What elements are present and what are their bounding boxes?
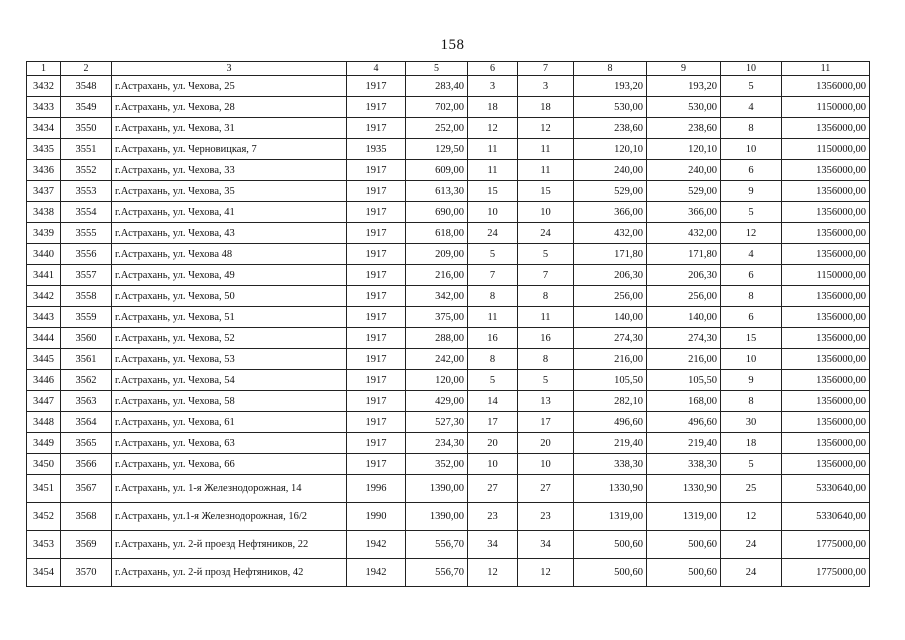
object-number-cell: 3556 [61,244,112,265]
count-cell: 10 [721,349,782,370]
year-cell: 1996 [347,475,406,503]
count-cell: 6 [721,160,782,181]
year-cell: 1942 [347,531,406,559]
area-cell: 216,00 [647,349,721,370]
count-cell: 8 [518,349,574,370]
count-cell: 4 [721,97,782,118]
area-cell: 274,30 [574,328,647,349]
year-cell: 1935 [347,139,406,160]
year-cell: 1917 [347,391,406,412]
count-cell: 25 [721,475,782,503]
year-cell: 1917 [347,328,406,349]
area-cell: 1330,90 [574,475,647,503]
count-cell: 12 [468,559,518,587]
area-cell: 219,40 [574,433,647,454]
area-cell: 140,00 [647,307,721,328]
count-cell: 18 [468,97,518,118]
area-cell: 352,00 [406,454,468,475]
area-cell: 530,00 [574,97,647,118]
amount-cell: 1356000,00 [782,202,870,223]
row-number-cell: 3435 [27,139,61,160]
count-cell: 34 [518,531,574,559]
year-cell: 1917 [347,412,406,433]
area-cell: 288,00 [406,328,468,349]
address-cell: г.Астрахань, ул. 1-я Железнодорожная, 14 [112,475,347,503]
area-cell: 216,00 [406,265,468,286]
table-row [27,118,870,139]
area-cell: 206,30 [574,265,647,286]
year-cell: 1917 [347,286,406,307]
object-number-cell: 3566 [61,454,112,475]
column-header: 6 [468,62,518,76]
count-cell: 17 [518,412,574,433]
area-cell: 105,50 [574,370,647,391]
table-row [27,531,870,559]
amount-cell: 1150000,00 [782,97,870,118]
column-header: 3 [112,62,347,76]
area-cell: 206,30 [647,265,721,286]
amount-cell: 1356000,00 [782,433,870,454]
table-row [27,160,870,181]
area-cell: 500,60 [647,531,721,559]
area-cell: 216,00 [574,349,647,370]
count-cell: 11 [468,139,518,160]
address-cell: г.Астрахань, ул. Чехова, 31 [112,118,347,139]
count-cell: 14 [468,391,518,412]
row-number-cell: 3438 [27,202,61,223]
amount-cell: 1150000,00 [782,265,870,286]
object-number-cell: 3553 [61,181,112,202]
count-cell: 9 [721,370,782,391]
area-cell: 193,20 [574,76,647,97]
count-cell: 23 [518,503,574,531]
count-cell: 4 [721,244,782,265]
area-cell: 500,60 [574,559,647,587]
column-header: 7 [518,62,574,76]
area-cell: 530,00 [647,97,721,118]
object-number-cell: 3558 [61,286,112,307]
area-cell: 556,70 [406,531,468,559]
count-cell: 8 [468,349,518,370]
object-number-cell: 3559 [61,307,112,328]
object-number-cell: 3568 [61,503,112,531]
year-cell: 1917 [347,97,406,118]
area-cell: 1330,90 [647,475,721,503]
row-number-cell: 3445 [27,349,61,370]
count-cell: 24 [721,559,782,587]
amount-cell: 1356000,00 [782,223,870,244]
count-cell: 30 [721,412,782,433]
object-number-cell: 3565 [61,433,112,454]
count-cell: 5 [468,370,518,391]
object-number-cell: 3555 [61,223,112,244]
area-cell: 283,40 [406,76,468,97]
count-cell: 6 [721,265,782,286]
year-cell: 1917 [347,160,406,181]
object-number-cell: 3551 [61,139,112,160]
area-cell: 171,80 [647,244,721,265]
count-cell: 12 [721,223,782,244]
count-cell: 11 [468,307,518,328]
amount-cell: 5330640,00 [782,503,870,531]
year-cell: 1917 [347,370,406,391]
area-cell: 282,10 [574,391,647,412]
year-cell: 1917 [347,76,406,97]
area-cell: 129,50 [406,139,468,160]
count-cell: 12 [518,118,574,139]
address-cell: г.Астрахань, ул. Чехова, 41 [112,202,347,223]
address-cell: г.Астрахань, ул. Чехова, 43 [112,223,347,244]
row-number-cell: 3449 [27,433,61,454]
count-cell: 10 [468,202,518,223]
amount-cell: 1150000,00 [782,139,870,160]
address-cell: г.Астрахань, ул. 2-й прозд Нефтяников, 42 [112,559,347,587]
count-cell: 18 [518,97,574,118]
count-cell: 15 [468,181,518,202]
table-row [27,370,870,391]
area-cell: 690,00 [406,202,468,223]
address-cell: г.Астрахань, ул. Черновицкая, 7 [112,139,347,160]
object-number-cell: 3548 [61,76,112,97]
table-row [27,412,870,433]
area-cell: 432,00 [647,223,721,244]
row-number-cell: 3441 [27,265,61,286]
year-cell: 1917 [347,433,406,454]
area-cell: 556,70 [406,559,468,587]
count-cell: 8 [721,118,782,139]
area-cell: 342,00 [406,286,468,307]
address-cell: г.Астрахань, ул. Чехова, 51 [112,307,347,328]
address-cell: г.Астрахань, ул. Чехова, 61 [112,412,347,433]
amount-cell: 1356000,00 [782,370,870,391]
count-cell: 8 [468,286,518,307]
count-cell: 8 [721,391,782,412]
amount-cell: 1775000,00 [782,559,870,587]
object-number-cell: 3557 [61,265,112,286]
count-cell: 10 [518,454,574,475]
row-number-cell: 3442 [27,286,61,307]
column-header: 11 [782,62,870,76]
count-cell: 9 [721,181,782,202]
area-cell: 529,00 [574,181,647,202]
object-number-cell: 3560 [61,328,112,349]
amount-cell: 1356000,00 [782,76,870,97]
object-number-cell: 3562 [61,370,112,391]
address-cell: г.Астрахань, ул. Чехова, 33 [112,160,347,181]
area-cell: 429,00 [406,391,468,412]
column-header: 4 [347,62,406,76]
count-cell: 10 [518,202,574,223]
table-row [27,503,870,531]
area-cell: 120,00 [406,370,468,391]
count-cell: 24 [518,223,574,244]
year-cell: 1917 [347,181,406,202]
address-cell: г.Астрахань, ул. Чехова, 35 [112,181,347,202]
count-cell: 24 [721,531,782,559]
row-number-cell: 3448 [27,412,61,433]
table-row [27,244,870,265]
area-cell: 1319,00 [647,503,721,531]
year-cell: 1917 [347,202,406,223]
count-cell: 27 [518,475,574,503]
area-cell: 338,30 [574,454,647,475]
area-cell: 209,00 [406,244,468,265]
address-cell: г.Астрахань, ул. 2-й проезд Нефтяников, 22 [112,531,347,559]
area-cell: 120,10 [647,139,721,160]
year-cell: 1917 [347,244,406,265]
row-number-cell: 3454 [27,559,61,587]
object-number-cell: 3550 [61,118,112,139]
count-cell: 3 [518,76,574,97]
object-number-cell: 3549 [61,97,112,118]
count-cell: 34 [468,531,518,559]
area-cell: 609,00 [406,160,468,181]
count-cell: 8 [518,286,574,307]
count-cell: 16 [518,328,574,349]
row-number-cell: 3437 [27,181,61,202]
area-cell: 496,60 [647,412,721,433]
table-row [27,328,870,349]
area-cell: 1319,00 [574,503,647,531]
address-cell: г.Астрахань, ул. Чехова, 49 [112,265,347,286]
row-number-cell: 3447 [27,391,61,412]
row-number-cell: 3440 [27,244,61,265]
count-cell: 12 [721,503,782,531]
count-cell: 12 [468,118,518,139]
address-cell: г.Астрахань, ул. Чехова, 50 [112,286,347,307]
amount-cell: 1356000,00 [782,286,870,307]
year-cell: 1917 [347,454,406,475]
address-cell: г.Астрахань, ул. Чехова, 66 [112,454,347,475]
area-cell: 432,00 [574,223,647,244]
area-cell: 338,30 [647,454,721,475]
count-cell: 17 [468,412,518,433]
column-header-row [27,62,870,76]
amount-cell: 1356000,00 [782,391,870,412]
area-cell: 219,40 [647,433,721,454]
table-row [27,202,870,223]
amount-cell: 1356000,00 [782,307,870,328]
column-header: 8 [574,62,647,76]
amount-cell: 1356000,00 [782,181,870,202]
year-cell: 1917 [347,349,406,370]
area-cell: 234,30 [406,433,468,454]
area-cell: 240,00 [574,160,647,181]
row-number-cell: 3436 [27,160,61,181]
year-cell: 1942 [347,559,406,587]
area-cell: 496,60 [574,412,647,433]
row-number-cell: 3452 [27,503,61,531]
table-row [27,475,870,503]
year-cell: 1917 [347,307,406,328]
count-cell: 7 [518,265,574,286]
count-cell: 5 [468,244,518,265]
row-number-cell: 3451 [27,475,61,503]
amount-cell: 1356000,00 [782,349,870,370]
address-cell: г.Астрахань, ул. Чехова, 28 [112,97,347,118]
housing-registry-table [26,61,870,587]
area-cell: 171,80 [574,244,647,265]
row-number-cell: 3439 [27,223,61,244]
row-number-cell: 3443 [27,307,61,328]
object-number-cell: 3569 [61,531,112,559]
object-number-cell: 3564 [61,412,112,433]
area-cell: 140,00 [574,307,647,328]
area-cell: 618,00 [406,223,468,244]
row-number-cell: 3434 [27,118,61,139]
amount-cell: 5330640,00 [782,475,870,503]
table-row [27,433,870,454]
table-row [27,97,870,118]
count-cell: 10 [468,454,518,475]
area-cell: 256,00 [574,286,647,307]
area-cell: 120,10 [574,139,647,160]
area-cell: 529,00 [647,181,721,202]
table-row [27,349,870,370]
amount-cell: 1356000,00 [782,454,870,475]
count-cell: 18 [721,433,782,454]
column-header: 2 [61,62,112,76]
amount-cell: 1356000,00 [782,328,870,349]
count-cell: 5 [721,76,782,97]
area-cell: 274,30 [647,328,721,349]
address-cell: г.Астрахань, ул. Чехова, 52 [112,328,347,349]
area-cell: 375,00 [406,307,468,328]
row-number-cell: 3444 [27,328,61,349]
count-cell: 5 [518,244,574,265]
row-number-cell: 3432 [27,76,61,97]
area-cell: 168,00 [647,391,721,412]
area-cell: 193,20 [647,76,721,97]
count-cell: 12 [518,559,574,587]
row-number-cell: 3446 [27,370,61,391]
count-cell: 15 [518,181,574,202]
count-cell: 5 [721,454,782,475]
object-number-cell: 3567 [61,475,112,503]
amount-cell: 1775000,00 [782,531,870,559]
address-cell: г.Астрахань, ул.1-я Железнодорожная, 16/2 [112,503,347,531]
object-number-cell: 3561 [61,349,112,370]
table-row [27,139,870,160]
amount-cell: 1356000,00 [782,412,870,433]
object-number-cell: 3554 [61,202,112,223]
area-cell: 1390,00 [406,475,468,503]
amount-cell: 1356000,00 [782,244,870,265]
table-row [27,454,870,475]
count-cell: 16 [468,328,518,349]
count-cell: 8 [721,286,782,307]
area-cell: 527,30 [406,412,468,433]
table-row [27,307,870,328]
address-cell: г.Астрахань, ул. Чехова, 63 [112,433,347,454]
count-cell: 15 [721,328,782,349]
table-row [27,265,870,286]
count-cell: 10 [721,139,782,160]
table-row [27,76,870,97]
count-cell: 5 [721,202,782,223]
table-body [27,76,870,587]
address-cell: г.Астрахань, ул. Чехова, 25 [112,76,347,97]
object-number-cell: 3563 [61,391,112,412]
count-cell: 24 [468,223,518,244]
address-cell: г.Астрахань, ул. Чехова, 54 [112,370,347,391]
area-cell: 613,30 [406,181,468,202]
area-cell: 256,00 [647,286,721,307]
count-cell: 27 [468,475,518,503]
amount-cell: 1356000,00 [782,160,870,181]
area-cell: 500,60 [647,559,721,587]
count-cell: 3 [468,76,518,97]
year-cell: 1917 [347,223,406,244]
area-cell: 366,00 [574,202,647,223]
page-number: 158 [440,37,465,53]
year-cell: 1990 [347,503,406,531]
area-cell: 242,00 [406,349,468,370]
address-cell: г.Астрахань, ул. Чехова 48 [112,244,347,265]
column-header: 1 [27,62,61,76]
column-header: 9 [647,62,721,76]
table-row [27,391,870,412]
count-cell: 13 [518,391,574,412]
count-cell: 7 [468,265,518,286]
column-header: 10 [721,62,782,76]
area-cell: 238,60 [647,118,721,139]
area-cell: 238,60 [574,118,647,139]
count-cell: 11 [518,139,574,160]
count-cell: 6 [721,307,782,328]
area-cell: 702,00 [406,97,468,118]
area-cell: 105,50 [647,370,721,391]
amount-cell: 1356000,00 [782,118,870,139]
area-cell: 366,00 [647,202,721,223]
table-row [27,286,870,307]
area-cell: 252,00 [406,118,468,139]
count-cell: 5 [518,370,574,391]
table-row [27,181,870,202]
table-row [27,559,870,587]
column-header: 5 [406,62,468,76]
count-cell: 11 [518,160,574,181]
year-cell: 1917 [347,265,406,286]
area-cell: 240,00 [647,160,721,181]
count-cell: 23 [468,503,518,531]
area-cell: 500,60 [574,531,647,559]
address-cell: г.Астрахань, ул. Чехова, 53 [112,349,347,370]
row-number-cell: 3433 [27,97,61,118]
count-cell: 20 [468,433,518,454]
count-cell: 11 [468,160,518,181]
row-number-cell: 3453 [27,531,61,559]
table-row [27,223,870,244]
object-number-cell: 3570 [61,559,112,587]
count-cell: 11 [518,307,574,328]
row-number-cell: 3450 [27,454,61,475]
object-number-cell: 3552 [61,160,112,181]
year-cell: 1917 [347,118,406,139]
count-cell: 20 [518,433,574,454]
address-cell: г.Астрахань, ул. Чехова, 58 [112,391,347,412]
area-cell: 1390,00 [406,503,468,531]
